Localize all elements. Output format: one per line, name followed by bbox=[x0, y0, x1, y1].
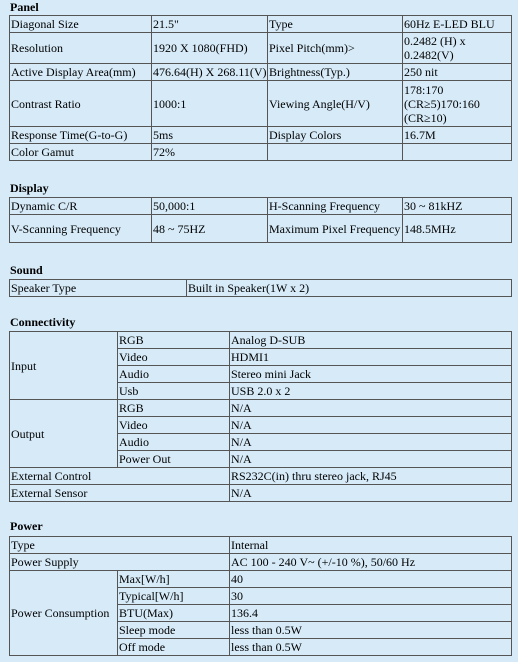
spec-label: H-Scanning Frequency bbox=[268, 198, 403, 215]
spec-sublabel: Video bbox=[118, 417, 230, 434]
spec-value: N/A bbox=[230, 400, 512, 417]
spec-value: less than 0.5W bbox=[230, 622, 512, 639]
panel-heading: Panel bbox=[10, 0, 39, 14]
spec-value: AC 100 - 240 V~ (+/-10 %), 50/60 Hz bbox=[230, 554, 512, 571]
spec-value: 72% bbox=[152, 144, 268, 161]
connectivity-table bbox=[9, 331, 512, 502]
spec-group-label: Output bbox=[10, 400, 118, 468]
spec-label: Maximum Pixel Frequency bbox=[268, 215, 403, 243]
spec-value: RS232C(in) thru stereo jack, RJ45 bbox=[230, 468, 512, 485]
table-row bbox=[10, 215, 512, 243]
display-table bbox=[9, 197, 512, 243]
spec-value: USB 2.0 x 2 bbox=[230, 383, 512, 400]
spec-label: Type bbox=[10, 537, 230, 554]
spec-value: 30 ~ 81kHZ bbox=[403, 198, 512, 215]
spec-value-line: 0.2482(V) bbox=[404, 48, 454, 62]
table-row bbox=[10, 468, 512, 485]
spec-label: Color Gamut bbox=[10, 144, 152, 161]
spec-label: Diagonal Size bbox=[10, 16, 152, 33]
sound-heading: Sound bbox=[10, 263, 43, 277]
spec-value: 50,000:1 bbox=[152, 198, 268, 215]
spec-value-line: (CR≥5)170:160 bbox=[404, 96, 480, 111]
spec-sublabel: RGB bbox=[118, 332, 230, 349]
spec-group-label: Power Consumption bbox=[10, 571, 118, 656]
table-row bbox=[10, 127, 512, 144]
table-row bbox=[10, 33, 512, 64]
spec-value: less than 0.5W bbox=[230, 639, 512, 656]
spec-empty bbox=[268, 144, 403, 161]
spec-value: 30 bbox=[230, 588, 512, 605]
spec-value: 1920 X 1080(FHD) bbox=[152, 33, 268, 64]
spec-value: 48 ~ 75HZ bbox=[152, 215, 268, 243]
spec-value: N/A bbox=[230, 434, 512, 451]
table-row bbox=[10, 16, 512, 33]
spec-value: 40 bbox=[230, 571, 512, 588]
spec-value: 148.5MHz bbox=[403, 215, 512, 243]
table-row bbox=[10, 537, 512, 554]
table-row bbox=[10, 64, 512, 81]
spec-label: Speaker Type bbox=[10, 280, 187, 297]
spec-sublabel: Power Out bbox=[118, 451, 230, 468]
spec-value-line: (CR≥10) bbox=[404, 110, 447, 125]
spec-value: 21.5" bbox=[152, 16, 268, 33]
spec-value bbox=[403, 81, 512, 127]
spec-value: 5ms bbox=[152, 127, 268, 144]
spec-empty bbox=[403, 144, 512, 161]
spec-sublabel: Audio bbox=[118, 434, 230, 451]
table-row bbox=[10, 280, 512, 297]
spec-value: Built in Speaker(1W x 2) bbox=[187, 280, 512, 297]
spec-label: Brightness(Typ.) bbox=[268, 64, 403, 81]
spec-label: Type bbox=[268, 16, 403, 33]
spec-sublabel: Off mode bbox=[118, 639, 230, 656]
table-row bbox=[10, 485, 512, 502]
spec-label: Viewing Angle(H/V) bbox=[268, 81, 403, 127]
display-heading: Display bbox=[10, 181, 49, 195]
table-row bbox=[10, 144, 512, 161]
spec-label: Pixel Pitch(mm)> bbox=[268, 33, 403, 64]
table-row bbox=[10, 571, 512, 588]
spec-group-label: Input bbox=[10, 332, 118, 400]
spec-sublabel: Video bbox=[118, 349, 230, 366]
power-heading: Power bbox=[10, 519, 43, 533]
spec-label: Contrast Ratio bbox=[10, 81, 152, 127]
spec-label: Resolution bbox=[10, 33, 152, 64]
spec-value: N/A bbox=[230, 417, 512, 434]
spec-label: Display Colors bbox=[268, 127, 403, 144]
connectivity-heading: Connectivity bbox=[10, 315, 76, 329]
table-row bbox=[10, 198, 512, 215]
spec-label: Active Display Area(mm) bbox=[10, 64, 152, 81]
spec-label: External Sensor bbox=[10, 485, 230, 502]
spec-sublabel: Audio bbox=[118, 366, 230, 383]
spec-sublabel: Usb bbox=[118, 383, 230, 400]
spec-value: 136.4 bbox=[230, 605, 512, 622]
spec-sublabel: RGB bbox=[118, 400, 230, 417]
spec-value: Internal bbox=[230, 537, 512, 554]
spec-value-line: 178:170 bbox=[404, 82, 444, 97]
spec-sublabel: Max[W/h] bbox=[118, 571, 230, 588]
sound-table bbox=[9, 279, 512, 297]
table-row bbox=[10, 554, 512, 571]
spec-label: Response Time(G-to-G) bbox=[10, 127, 152, 144]
power-table bbox=[9, 536, 512, 656]
spec-label: V-Scanning Frequency bbox=[10, 215, 152, 243]
spec-label: External Control bbox=[10, 468, 230, 485]
panel-table bbox=[9, 15, 512, 161]
spec-value: 60Hz E-LED BLU bbox=[403, 16, 512, 33]
table-row bbox=[10, 400, 512, 417]
spec-value: N/A bbox=[230, 451, 512, 468]
spec-sublabel: Typical[W/h] bbox=[118, 588, 230, 605]
spec-sublabel: Sleep mode bbox=[118, 622, 230, 639]
spec-value: HDMI1 bbox=[230, 349, 512, 366]
spec-value: Analog D-SUB bbox=[230, 332, 512, 349]
spec-sublabel: BTU(Max) bbox=[118, 605, 230, 622]
table-row bbox=[10, 332, 512, 349]
spec-label: Dynamic C/R bbox=[10, 198, 152, 215]
spec-value bbox=[403, 33, 512, 64]
table-row bbox=[10, 81, 512, 127]
spec-label: Power Supply bbox=[10, 554, 230, 571]
spec-value: 1000:1 bbox=[152, 81, 268, 127]
spec-value-line: 0.2482 (H) x bbox=[404, 34, 466, 48]
spec-value: 476.64(H) X 268.11(V) bbox=[153, 65, 267, 79]
spec-value: N/A bbox=[230, 485, 512, 502]
spec-value: 250 nit bbox=[403, 64, 512, 81]
spec-value: Stereo mini Jack bbox=[230, 366, 512, 383]
spec-value: 16.7M bbox=[403, 127, 512, 144]
